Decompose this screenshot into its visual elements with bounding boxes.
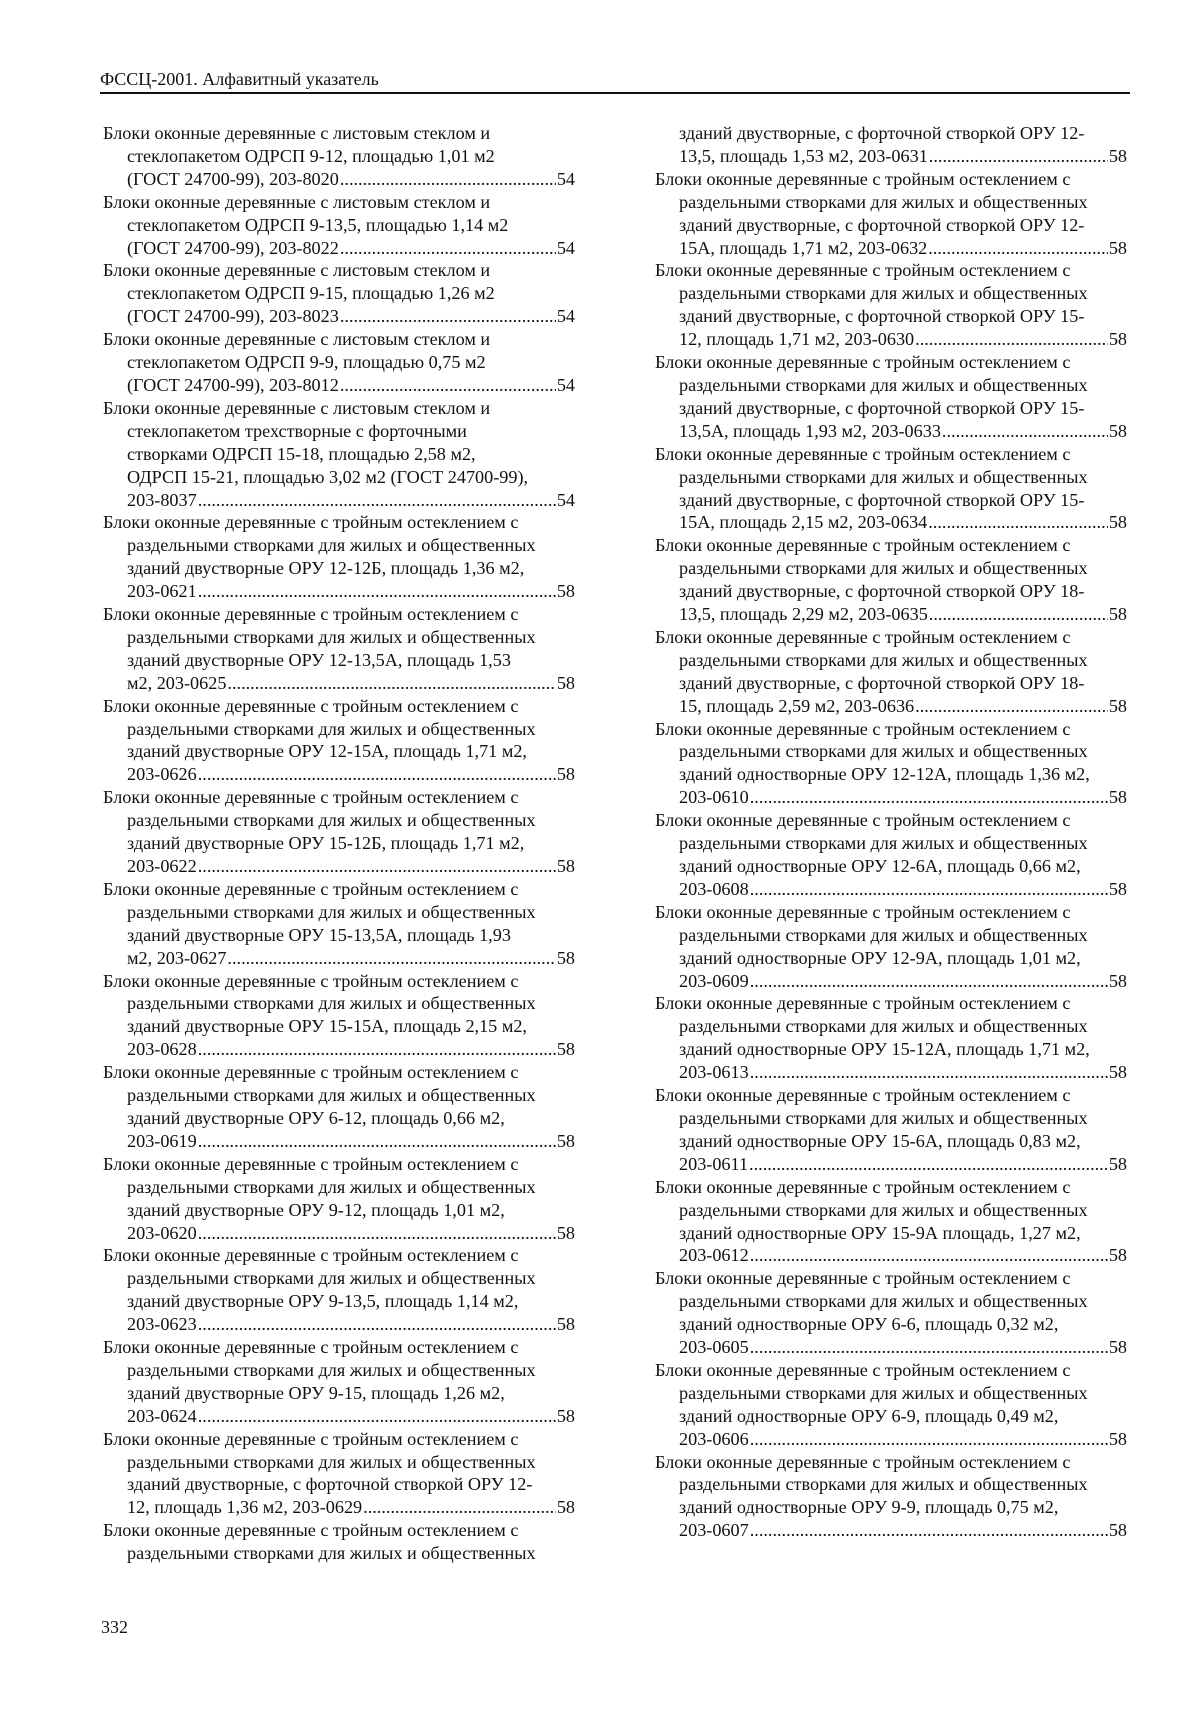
entry-page-ref: 58 <box>556 672 575 693</box>
dot-leader <box>750 1336 1108 1359</box>
entry-line: раздельными створками для жилых и общественных <box>127 1451 536 1472</box>
entry-last-line <box>103 763 575 786</box>
entry-page-ref: 58 <box>1108 1245 1127 1266</box>
entry-last-line <box>655 145 1127 168</box>
entry-line: Блоки оконные деревянные с тройным остеклением с <box>655 352 1071 373</box>
entry-last-line <box>103 489 575 512</box>
entry-line: зданий одностворные ОРУ 15-6А, площадь 0,83 м2, <box>679 1130 1081 1151</box>
index-entry <box>103 970 575 1062</box>
entry-text: 12, площадь 1,71 м2, 203-0630 <box>679 329 915 350</box>
entry-last-line <box>655 970 1127 993</box>
index-entry <box>103 259 575 328</box>
entry-line: Блоки оконные деревянные с тройным остеклением с <box>655 443 1071 464</box>
entry-line: Блоки оконные деревянные с тройным остеклением с <box>655 626 1071 647</box>
entry-page-ref: 58 <box>1108 1337 1127 1358</box>
entry-line: стеклопакетом ОДРСП 9-12, площадью 1,01 м2 <box>127 145 495 166</box>
entry-text: 203-0613 <box>679 1062 749 1083</box>
entry-text: 203-0606 <box>679 1428 749 1449</box>
entry-last-line <box>103 855 575 878</box>
entry-page-ref: 58 <box>1108 237 1127 258</box>
entry-page-ref: 58 <box>1108 1153 1127 1174</box>
entry-last-line <box>655 1061 1127 1084</box>
entry-page-ref: 58 <box>1108 787 1127 808</box>
entry-page-ref: 58 <box>1108 1520 1127 1541</box>
entry-text: 203-0612 <box>679 1245 749 1266</box>
dot-leader <box>915 328 1108 351</box>
entry-line: Блоки оконные деревянные с тройным остеклением с <box>655 260 1071 281</box>
entry-text: 13,5, площадь 2,29 м2, 203-0635 <box>679 604 928 625</box>
index-entry <box>655 122 1127 168</box>
index-entry <box>103 511 575 603</box>
dot-leader <box>340 168 556 191</box>
entry-line: зданий двустворные ОРУ 9-12, площадь 1,01 м2, <box>127 1199 505 1220</box>
entry-last-line <box>655 237 1127 260</box>
entry-line: Блоки оконные деревянные с тройным остеклением с <box>103 787 519 808</box>
entry-line: раздельными створками для жилых и общественных <box>127 1268 536 1289</box>
dot-leader <box>198 1313 556 1336</box>
entry-line: раздельными створками для жилых и общественных <box>127 718 536 739</box>
dot-leader <box>750 878 1108 901</box>
entry-last-line <box>655 1336 1127 1359</box>
entry-line: раздельными створками для жилых и общественных <box>679 924 1088 945</box>
entry-line: Блоки оконные деревянные с листовым стеклом и <box>103 260 491 281</box>
index-entry <box>655 259 1127 351</box>
dot-leader <box>749 1153 1108 1176</box>
entry-line: раздельными створками для жилых и общественных <box>679 1199 1088 1220</box>
entry-last-line <box>103 1222 575 1245</box>
entry-page-ref: 58 <box>556 1405 575 1426</box>
entry-text: (ГОСТ 24700-99), 203-8012 <box>127 374 339 395</box>
entry-line: Блоки оконные деревянные с тройным остеклением с <box>655 1451 1071 1472</box>
index-entry <box>103 878 575 970</box>
entry-text: 15А, площадь 2,15 м2, 203-0634 <box>679 512 928 533</box>
entry-line: раздельными створками для жилых и общественных <box>679 1291 1088 1312</box>
dot-leader <box>198 763 556 786</box>
entry-text: 15А, площадь 1,71 м2, 203-0632 <box>679 237 928 258</box>
entry-last-line <box>103 1313 575 1336</box>
index-entry <box>103 1153 575 1245</box>
entry-line: зданий двустворные, с форточной створкой ОРУ 15- <box>679 306 1085 327</box>
entry-page-ref: 58 <box>1108 970 1127 991</box>
index-entry <box>655 534 1127 626</box>
index-entry <box>103 1519 575 1565</box>
entry-last-line <box>103 1496 575 1519</box>
entry-line: стеклопакетом ОДРСП 9-9, площадью 0,75 м2 <box>127 352 486 373</box>
index-entry <box>103 1061 575 1153</box>
entry-page-ref: 54 <box>556 237 575 258</box>
index-entry <box>655 718 1127 810</box>
entry-last-line <box>103 580 575 603</box>
entry-line: зданий двустворные, с форточной створкой ОРУ 15- <box>679 397 1085 418</box>
entry-text: 203-0608 <box>679 878 749 899</box>
entry-page-ref: 58 <box>1108 329 1127 350</box>
dot-leader <box>198 580 556 603</box>
entry-line: зданий двустворные ОРУ 9-13,5, площадь 1,14 м2, <box>127 1291 519 1312</box>
dot-leader <box>929 603 1108 626</box>
entry-line: Блоки оконные деревянные с тройным остеклением с <box>655 718 1071 739</box>
dot-leader <box>198 1038 556 1061</box>
entry-line: раздельными створками для жилых и общественных <box>679 649 1088 670</box>
entry-line: Блоки оконные деревянные с листовым стеклом и <box>103 329 491 350</box>
entry-line: Блоки оконные деревянные с тройным остеклением с <box>655 1268 1071 1289</box>
entry-line: зданий двустворные ОРУ 15-15А, площадь 2,15 м2, <box>127 1016 527 1037</box>
entry-line: раздельными створками для жилых и общественных <box>679 191 1088 212</box>
dot-leader <box>198 1130 556 1153</box>
entry-page-ref: 58 <box>556 581 575 602</box>
index-entry <box>655 1451 1127 1543</box>
dot-leader <box>750 1519 1108 1542</box>
entry-text: (ГОСТ 24700-99), 203-8020 <box>127 168 339 189</box>
entry-line: раздельными створками для жилых и общественных <box>679 1382 1088 1403</box>
entry-last-line <box>103 947 575 970</box>
index-entry <box>103 603 575 695</box>
dot-leader <box>750 786 1108 809</box>
dot-leader <box>198 489 556 512</box>
entry-line: раздельными створками для жилых и общественных <box>679 558 1088 579</box>
entry-page-ref: 58 <box>556 1314 575 1335</box>
dot-leader <box>198 1405 556 1428</box>
index-entry <box>103 122 575 191</box>
index-entry <box>655 1084 1127 1176</box>
entry-text: 203-0626 <box>127 764 197 785</box>
entry-line: стеклопакетом трехстворные с форточными <box>127 420 467 441</box>
entry-line: Блоки оконные деревянные с листовым стеклом и <box>103 191 491 212</box>
entry-page-ref: 58 <box>1108 1062 1127 1083</box>
dot-leader <box>227 947 555 970</box>
entry-line: раздельными створками для жилых и общественных <box>127 901 536 922</box>
entry-line: раздельными створками для жилых и общественных <box>679 833 1088 854</box>
entry-line: зданий одностворные ОРУ 6-9, площадь 0,49 м2, <box>679 1405 1059 1426</box>
index-entry <box>103 695 575 787</box>
entry-line: зданий двустворные ОРУ 15-12Б, площадь 1,71 м2, <box>127 833 525 854</box>
page-number: 332 <box>101 1617 128 1637</box>
entry-line: Блоки оконные деревянные с тройным остеклением с <box>103 1062 519 1083</box>
entry-last-line <box>655 878 1127 901</box>
entry-text: 203-0623 <box>127 1314 197 1335</box>
entry-last-line <box>103 1405 575 1428</box>
entry-line: зданий одностворные ОРУ 12-6А, площадь 0,66 м2, <box>679 856 1081 876</box>
index-entry <box>103 191 575 260</box>
entry-line: Блоки оконные деревянные с тройным остеклением с <box>103 1337 519 1358</box>
entry-last-line <box>103 374 575 397</box>
entry-text: 13,5, площадь 1,53 м2, 203-0631 <box>679 145 928 166</box>
dot-leader <box>915 695 1108 718</box>
entry-line: Блоки оконные деревянные с тройным остеклением с <box>655 1176 1071 1197</box>
entry-last-line <box>655 1153 1127 1176</box>
dot-leader <box>928 237 1108 260</box>
entry-line: зданий двустворные ОРУ 6-12, площадь 0,66 м2, <box>127 1107 505 1128</box>
entry-page-ref: 54 <box>556 489 575 510</box>
entry-line: Блоки оконные деревянные с тройным остеклением с <box>103 970 519 991</box>
entry-line: Блоки оконные деревянные с тройным остеклением с <box>103 604 519 625</box>
entry-line: Блоки оконные деревянные с тройным остеклением с <box>655 901 1071 922</box>
entry-text: 203-0607 <box>679 1520 749 1541</box>
entry-line: раздельными створками для жилых и общественных <box>679 1107 1088 1128</box>
entry-line: Блоки оконные деревянные с тройным остеклением с <box>655 810 1071 831</box>
entry-line: Блоки оконные деревянные с тройным остеклением с <box>655 535 1071 556</box>
index-entry <box>103 1336 575 1428</box>
dot-leader <box>928 511 1108 534</box>
dot-leader <box>750 1244 1108 1267</box>
entry-line: зданий одностворные ОРУ 12-9А, площадь 1,01 м2, <box>679 947 1081 968</box>
entry-line: зданий одностворные ОРУ 6-6, площадь 0,32 м2, <box>679 1314 1059 1335</box>
entry-line: зданий одностворные ОРУ 15-12А, площадь 1,71 м2, <box>679 1039 1090 1060</box>
entry-line: раздельными створками для жилых и общественных <box>127 1176 536 1197</box>
entry-line: раздельными створками для жилых и общественных <box>127 535 536 556</box>
dot-leader <box>929 145 1108 168</box>
dot-leader <box>750 1061 1108 1084</box>
entry-text: 203-0610 <box>679 787 749 808</box>
entry-line: зданий двустворные, с форточной створкой ОРУ 18- <box>679 672 1085 693</box>
entry-last-line <box>655 1519 1127 1542</box>
entry-text: 203-0620 <box>127 1222 197 1243</box>
entry-text: м2, 203-0625 <box>127 672 227 693</box>
index-entry <box>103 786 575 878</box>
dot-leader <box>198 1222 556 1245</box>
entry-page-ref: 58 <box>1108 604 1127 625</box>
entry-line: зданий двустворные ОРУ 12-13,5А, площадь 1,53 <box>127 649 511 670</box>
entry-line: Блоки оконные деревянные с тройным остеклением с <box>103 1428 519 1449</box>
index-entry <box>655 1267 1127 1359</box>
index-entry <box>103 1428 575 1520</box>
entry-text: 203-8037 <box>127 489 197 510</box>
entry-last-line <box>655 1428 1127 1451</box>
entry-text: 203-0605 <box>679 1337 749 1358</box>
entry-line: Блоки оконные деревянные с тройным остеклением с <box>655 1359 1071 1380</box>
entry-line: раздельными створками для жилых и общественных <box>127 1543 536 1564</box>
entry-line: раздельными створками для жилых и общественных <box>679 1016 1088 1037</box>
entry-line: Блоки оконные деревянные с листовым стеклом и <box>103 397 491 418</box>
entry-text: 203-0621 <box>127 581 197 602</box>
entry-line: зданий одностворные ОРУ 9-9, площадь 0,75 м2, <box>679 1497 1059 1518</box>
header-title: ФССЦ-2001. Алфавитный указатель <box>100 69 379 89</box>
dot-leader <box>942 420 1108 443</box>
entry-line: раздельными створками для жилых и общественных <box>679 1474 1088 1495</box>
entry-line: Блоки оконные деревянные с тройным остеклением с <box>103 1153 519 1174</box>
entry-line: Блоки оконные деревянные с тройным остеклением с <box>103 1245 519 1266</box>
entry-line: Блоки оконные деревянные с тройным остеклением с <box>655 993 1071 1014</box>
entry-line: Блоки оконные деревянные с тройным остеклением с <box>103 1520 519 1541</box>
entry-page-ref: 58 <box>556 1497 575 1518</box>
index-entry <box>655 1359 1127 1451</box>
index-entry <box>655 351 1127 443</box>
entry-last-line <box>655 603 1127 626</box>
entry-line: раздельными створками для жилых и общественных <box>679 374 1088 395</box>
entry-text: 12, площадь 1,36 м2, 203-0629 <box>127 1497 363 1518</box>
entry-line: створками ОДРСП 15-18, площадью 2,58 м2, <box>127 443 476 464</box>
entry-last-line <box>655 420 1127 443</box>
index-column-right <box>655 122 1127 1542</box>
entry-text: 203-0628 <box>127 1039 197 1060</box>
entry-line: ОДРСП 15-21, площадью 3,02 м2 (ГОСТ 24700-99), <box>127 466 529 487</box>
entry-page-ref: 58 <box>1108 695 1127 716</box>
entry-last-line <box>655 786 1127 809</box>
entry-line: раздельными створками для жилых и общественных <box>127 626 536 647</box>
entry-page-ref: 58 <box>1108 512 1127 533</box>
entry-line: зданий двустворные, с форточной створкой ОРУ 15- <box>679 489 1085 510</box>
entry-line: Блоки оконные деревянные с листовым стеклом и <box>103 123 491 143</box>
entry-text: 203-0619 <box>127 1130 197 1151</box>
entry-page-ref: 58 <box>556 1222 575 1243</box>
entry-page-ref: 58 <box>556 1039 575 1060</box>
index-entry <box>655 809 1127 901</box>
entry-line: раздельными створками для жилых и общественных <box>679 283 1088 304</box>
entry-line: раздельными створками для жилых и общественных <box>679 466 1088 487</box>
entry-last-line <box>103 672 575 695</box>
index-entry <box>655 992 1127 1084</box>
dot-leader <box>750 970 1108 993</box>
entry-last-line <box>655 695 1127 718</box>
entry-text: (ГОСТ 24700-99), 203-8023 <box>127 306 339 327</box>
entry-line: зданий одностворные ОРУ 12-12А, площадь 1,36 м2, <box>679 764 1090 785</box>
entry-last-line <box>103 305 575 328</box>
entry-line: зданий двустворные ОРУ 15-13,5А, площадь 1,93 <box>127 924 511 945</box>
entry-page-ref: 58 <box>1108 1428 1127 1449</box>
entry-line: Блоки оконные деревянные с тройным остеклением с <box>655 168 1071 189</box>
entry-page-ref: 58 <box>1108 145 1127 166</box>
entry-line: Блоки оконные деревянные с тройным остеклением с <box>103 512 519 533</box>
entry-last-line <box>103 237 575 260</box>
dot-leader <box>340 305 556 328</box>
entry-page-ref: 58 <box>556 856 575 876</box>
entry-last-line <box>655 328 1127 351</box>
entry-text: (ГОСТ 24700-99), 203-8022 <box>127 237 339 258</box>
entry-line: зданий двустворные, с форточной створкой ОРУ 12- <box>679 123 1085 143</box>
index-entry <box>655 443 1127 535</box>
dot-leader <box>363 1496 556 1519</box>
entry-page-ref: 54 <box>556 306 575 327</box>
entry-line: раздельными створками для жилых и общественных <box>127 810 536 831</box>
entry-last-line <box>103 1130 575 1153</box>
entry-last-line <box>103 168 575 191</box>
entry-line: зданий двустворные ОРУ 12-15А, площадь 1,71 м2, <box>127 741 527 762</box>
entry-text: 15, площадь 2,59 м2, 203-0636 <box>679 695 915 716</box>
entry-last-line <box>655 511 1127 534</box>
entry-line: стеклопакетом ОДРСП 9-15, площадью 1,26 м2 <box>127 283 495 304</box>
entry-page-ref: 58 <box>556 947 575 968</box>
entry-page-ref: 54 <box>556 374 575 395</box>
entry-text: 203-0611 <box>679 1153 749 1174</box>
index-column-left <box>103 122 575 1565</box>
index-entry <box>655 626 1127 718</box>
entry-text: 203-0624 <box>127 1405 197 1426</box>
entry-line: раздельными створками для жилых и общественных <box>679 741 1088 762</box>
index-entry <box>655 168 1127 260</box>
entry-last-line <box>103 1038 575 1061</box>
running-header <box>100 68 1130 94</box>
entry-line: раздельными створками для жилых и общественных <box>127 1085 536 1106</box>
entry-page-ref: 54 <box>556 168 575 189</box>
entry-line: раздельными створками для жилых и общественных <box>127 993 536 1014</box>
entry-page-ref: 58 <box>556 1130 575 1151</box>
entry-page-ref: 58 <box>1108 420 1127 441</box>
entry-text: 13,5А, площадь 1,93 м2, 203-0633 <box>679 420 941 441</box>
dot-leader <box>227 672 555 695</box>
entry-line: зданий двустворные ОРУ 9-15, площадь 1,26 м2, <box>127 1382 505 1403</box>
entry-line: Блоки оконные деревянные с тройным остеклением с <box>103 878 519 899</box>
dot-leader <box>340 374 556 397</box>
index-entry <box>103 397 575 512</box>
entry-text: м2, 203-0627 <box>127 947 227 968</box>
entry-page-ref: 58 <box>1108 878 1127 899</box>
dot-leader <box>750 1428 1108 1451</box>
index-entry <box>103 1244 575 1336</box>
dot-leader <box>198 855 556 878</box>
entry-line: Блоки оконные деревянные с тройным остеклением с <box>655 1085 1071 1106</box>
entry-line: зданий двустворные ОРУ 12-12Б, площадь 1,36 м2, <box>127 558 525 579</box>
entry-last-line <box>655 1244 1127 1267</box>
entry-line: раздельными створками для жилых и общественных <box>127 1359 536 1380</box>
index-entry <box>655 1176 1127 1268</box>
dot-leader <box>340 237 556 260</box>
entry-text: 203-0609 <box>679 970 749 991</box>
entry-page-ref: 58 <box>556 764 575 785</box>
entry-text: 203-0622 <box>127 856 197 876</box>
entry-line: зданий двустворные, с форточной створкой ОРУ 12- <box>127 1474 533 1495</box>
entry-line: стеклопакетом ОДРСП 9-13,5, площадью 1,14 м2 <box>127 214 509 235</box>
entry-line: Блоки оконные деревянные с тройным остеклением с <box>103 695 519 716</box>
entry-line: зданий одностворные ОРУ 15-9А площадь, 1,27 м2, <box>679 1222 1081 1243</box>
entry-line: зданий двустворные, с форточной створкой ОРУ 18- <box>679 581 1085 602</box>
index-entry <box>655 901 1127 993</box>
entry-line: зданий двустворные, с форточной створкой ОРУ 12- <box>679 214 1085 235</box>
index-entry <box>103 328 575 397</box>
